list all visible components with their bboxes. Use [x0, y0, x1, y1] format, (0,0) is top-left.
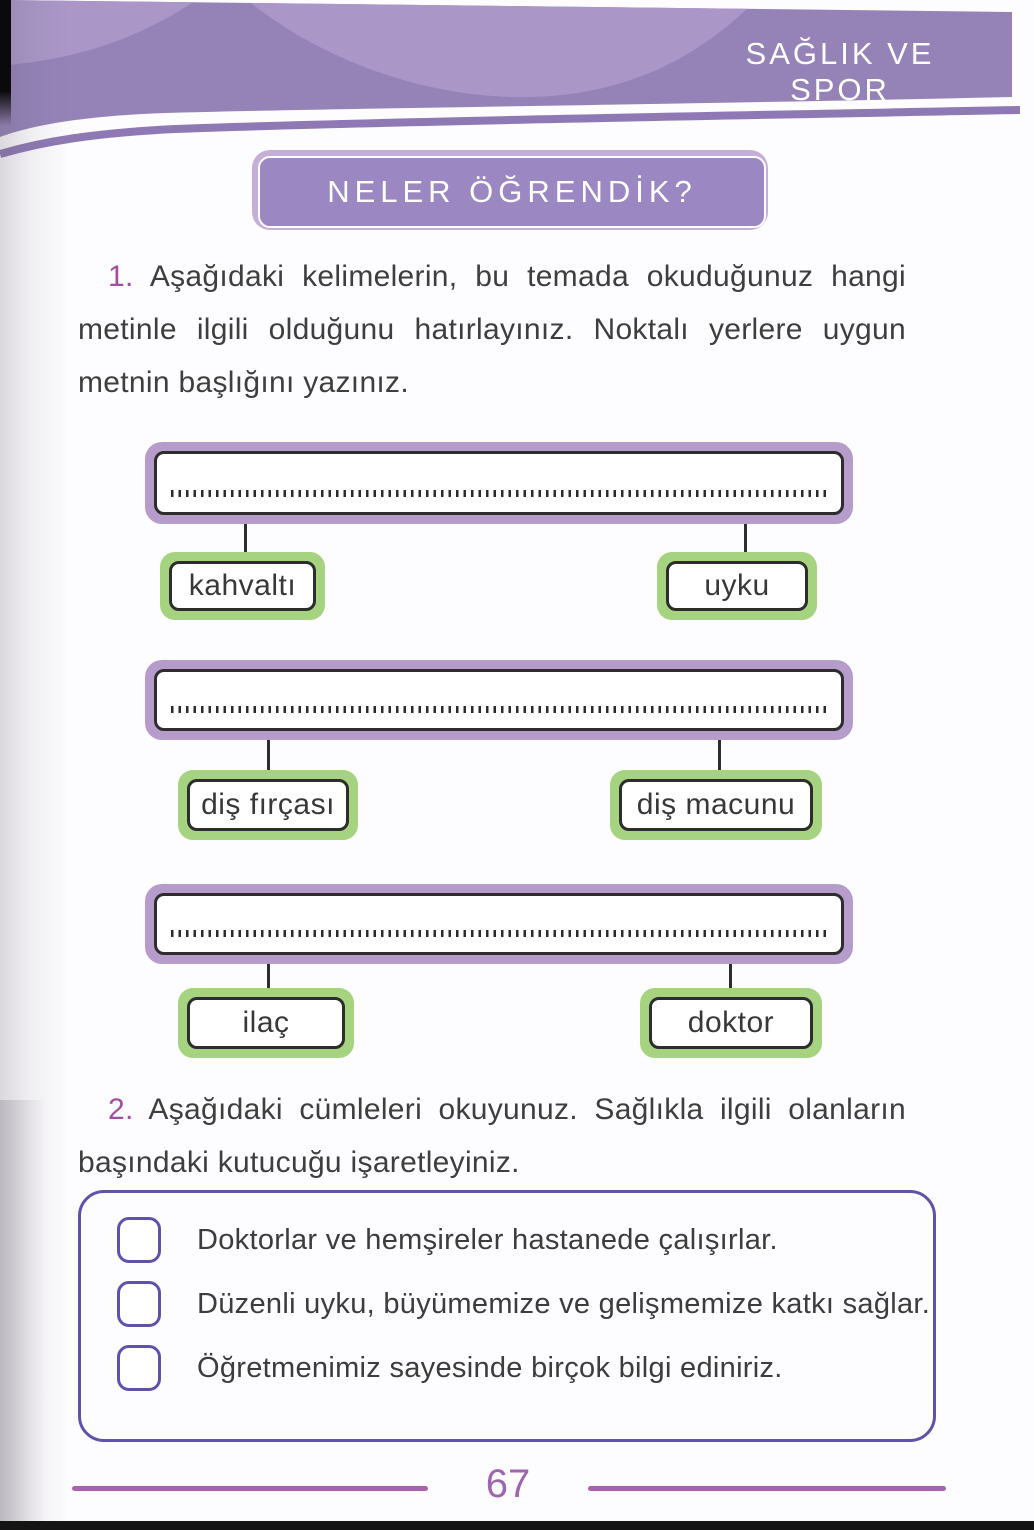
answer-box-1 — [145, 442, 853, 524]
word-box-dis-fircasi — [178, 770, 358, 840]
word-label: kahvaltı — [169, 561, 316, 611]
word-label: uyku — [666, 561, 808, 611]
checklist-item-label: Öğretmenimiz sayesinde birçok bilgi ediniriz. — [197, 1351, 783, 1384]
checklist-item-label: Düzenli uyku, büyümemize ve gelişmemize katkı sağlar. — [197, 1287, 931, 1320]
footer-rule-right — [588, 1486, 946, 1491]
scan-edge-bottom — [0, 1521, 1034, 1530]
page-number: 67 — [485, 1462, 531, 1506]
page-theme-title: SAĞLIK VE SPOR — [745, 36, 935, 107]
answer-box-3-inner — [154, 893, 844, 955]
exercise1-line1: Aşağıdaki kelimelerin, bu temada okuduğunuz hangi — [149, 260, 906, 293]
scan-gutter-shadow-lower — [0, 1100, 46, 1530]
word-box-uyku — [657, 552, 817, 620]
word-box-kahvalti — [160, 552, 325, 620]
answer-box-2-inner — [154, 669, 844, 731]
section-badge-label: NELER ÖĞRENDİK? — [258, 156, 766, 228]
connector-line — [244, 524, 247, 552]
connector-line — [267, 740, 270, 770]
connector-line — [744, 524, 747, 552]
checklist-item — [117, 1345, 933, 1391]
word-label: ilaç — [187, 997, 345, 1049]
checkbox[interactable] — [117, 1281, 161, 1327]
connector-line — [267, 964, 270, 988]
answer-box-3 — [145, 884, 853, 964]
scan-gutter-shadow — [0, 0, 72, 1530]
exercise2-checklist — [78, 1190, 936, 1442]
answer-box-2 — [145, 660, 853, 740]
answer-line-3[interactable] — [171, 930, 827, 937]
checkbox[interactable] — [117, 1217, 161, 1263]
exercise2-line1: Aşağıdaki cümleleri okuyunuz. Sağlıkla ilgili olanların — [148, 1093, 906, 1126]
word-box-doktor — [640, 988, 822, 1058]
answer-line-1[interactable] — [171, 490, 827, 497]
word-label: doktor — [649, 997, 813, 1049]
footer-rule-left — [72, 1486, 428, 1491]
answer-box-1-inner — [154, 451, 844, 515]
connector-line — [729, 964, 732, 988]
exercise2-line2: başındaki kutucuğu işaretleyiniz. — [78, 1146, 520, 1179]
section-badge — [252, 150, 768, 230]
checklist-item — [117, 1217, 933, 1263]
scan-edge-top-left — [0, 0, 11, 126]
header-thin-line — [0, 110, 1020, 154]
exercise2-number: 2. — [108, 1093, 134, 1126]
exercise1-line2: metinle ilgili olduğunu hatırlayınız. Noktalı yerlere uygun — [78, 313, 906, 346]
checklist-item-label: Doktorlar ve hemşireler hastanede çalışırlar. — [197, 1223, 778, 1256]
checklist-item — [117, 1281, 933, 1327]
word-box-dis-macunu — [610, 770, 822, 840]
exercise1-number: 1. — [108, 260, 134, 293]
word-box-ilac — [178, 988, 354, 1058]
word-label: diş fırçası — [187, 779, 349, 831]
checkbox[interactable] — [117, 1345, 161, 1391]
connector-line — [718, 740, 721, 770]
word-label: diş macunu — [619, 779, 813, 831]
exercise2-instructions — [78, 1083, 906, 1189]
exercise1-instructions — [78, 250, 906, 409]
exercise1-line3: metnin başlığını yazınız. — [78, 366, 409, 399]
answer-line-2[interactable] — [171, 706, 827, 713]
